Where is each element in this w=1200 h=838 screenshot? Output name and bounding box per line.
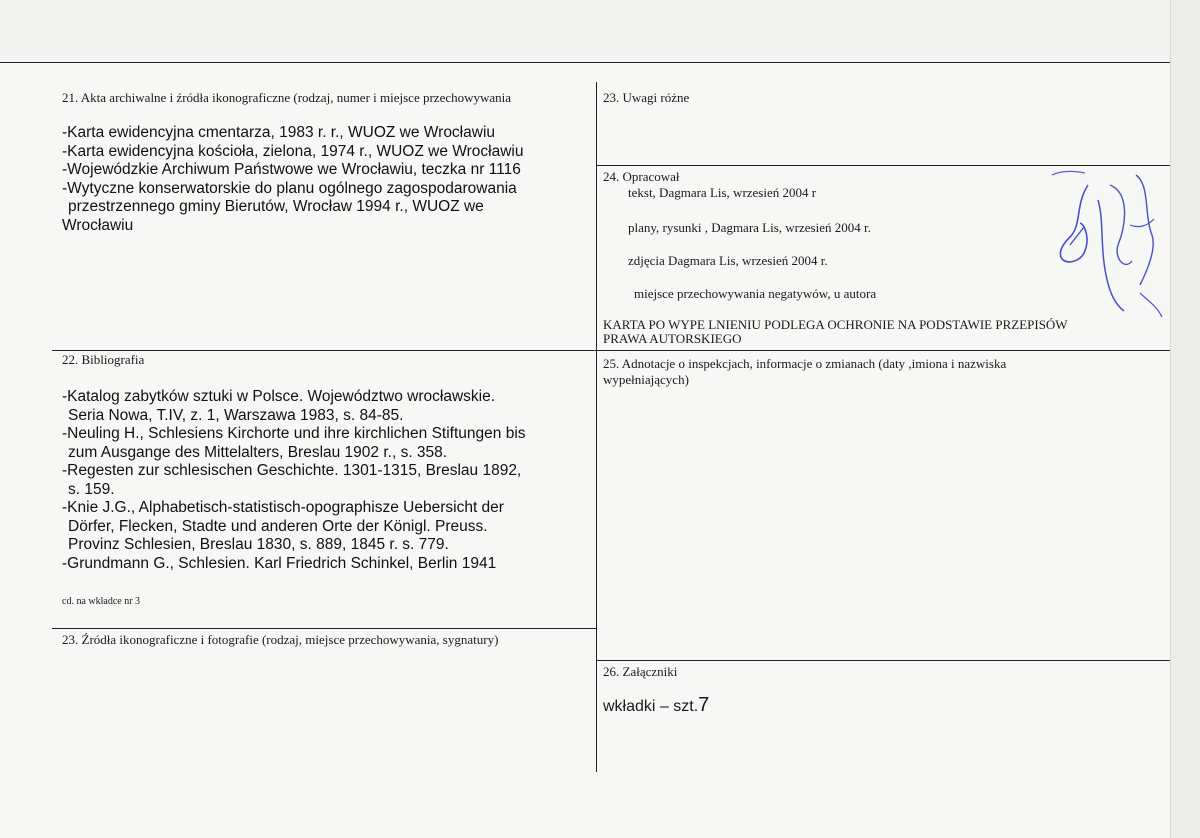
- section-21-line: przestrzennego gminy Bierutów, Wrocław 1994 r., WUOZ we: [68, 198, 484, 215]
- author-photos-credit: zdjęcia Dagmara Lis, wrzesień 2004 r.: [628, 253, 828, 268]
- section-26-heading: 26. Załączniki: [603, 664, 678, 679]
- section-21-line: -Karta ewidencyjna kościoła, zielona, 1974 r., WUOZ we Wrocławiu: [62, 142, 524, 160]
- author-drawings-credit: plany, rysunki , Dagmara Lis, wrzesień 2004 r.: [628, 220, 871, 235]
- bibliography-line: -Grundmann G., Schlesien. Karl Friedrich Schinkel, Berlin 1941: [62, 554, 497, 572]
- section-25-heading: 25. Adnotacje o inspekcjach, informacje o zmianach (daty ,imiona i nazwiska: [603, 356, 1007, 371]
- section-21-line: -Karta ewidencyjna cmentarza, 1983 r. r., WUOZ we Wrocławiu: [62, 124, 496, 141]
- bibliography-line: -Katalog zabytków sztuki w Polsce. Województwo wrocławskie.: [62, 388, 496, 405]
- bibliography-line: -Knie J.G., Alphabetisch-statistisch-opographisze Uebersicht der: [62, 499, 504, 516]
- copyright-notice-line: PRAWA AUTORSKIEGO: [603, 331, 742, 346]
- attachments-label: wkładki – szt.: [603, 698, 699, 715]
- page-top-margin: [0, 0, 1200, 62]
- section-21-line: -Wojewódzkie Archiwum Państwowe we Wrocławiu, teczka nr 1116: [62, 161, 521, 178]
- divider-22-23b: [52, 628, 596, 629]
- section-25-heading-cont: wypełniających): [603, 372, 689, 387]
- author-text-credit: tekst, Dagmara Lis, wrzesień 2004 r: [628, 185, 817, 200]
- continuation-note: cd. na wkładce nr 3: [62, 596, 141, 607]
- section-23-heading: 23. Uwagi różne: [603, 90, 690, 105]
- divider-21-22: [52, 350, 1170, 351]
- section-23b-heading: 23. Źródła ikonograficzne i fotografie (rodzaj, miejsce przechowywania, sygnatury): [62, 632, 499, 647]
- section-21-content: [62, 124, 523, 235]
- section-22-content: [62, 388, 526, 573]
- section-21-line: Wrocławiu: [62, 216, 134, 234]
- negatives-location: miejsce przechowywania negatywów, u autora: [634, 286, 877, 301]
- attachments-count: 7: [698, 694, 710, 716]
- bibliography-line: -Neuling H., Schlesiens Kirchorte und ihre kirchlichen Stiftungen bis: [62, 425, 526, 442]
- bibliography-line: zum Ausgange des Mittelalters, Breslau 1902 r., s. 358.: [68, 443, 448, 461]
- center-divider-line: [596, 82, 597, 772]
- bibliography-line: Dörfer, Flecken, Stadte und anderen Orte der Königl. Preuss.: [68, 517, 488, 535]
- section-22-heading: 22. Bibliografia: [62, 352, 145, 367]
- bibliography-line: s. 159.: [68, 480, 115, 498]
- handwritten-signature: [1040, 165, 1170, 325]
- top-border-line: [0, 62, 1170, 63]
- bibliography-line: Seria Nowa, T.IV, z. 1, Warszawa 1983, s. 84-85.: [68, 406, 404, 424]
- section-21-heading: 21. Akta archiwalne i źródła ikonograficzne (rodzaj, numer i miejsce przechowywania: [62, 90, 512, 105]
- divider-25-26: [596, 660, 1170, 661]
- section-24-heading: 24. Opracował: [603, 169, 680, 184]
- bibliography-line: -Regesten zur schlesischen Geschichte. 1301-1315, Breslau 1892,: [62, 462, 522, 479]
- bibliography-line: Provinz Schlesien, Breslau 1830, s. 889, 1845 r. s. 779.: [68, 536, 449, 553]
- attachments-value: [603, 694, 709, 717]
- copyright-notice-line: KARTA PO WYPE LNIENIU PODLEGA OCHRONIE NA PODSTAWIE PRZEPISÓW: [603, 317, 1068, 332]
- section-21-line: -Wytyczne konserwatorskie do planu ogólnego zagospodarowania: [62, 179, 517, 197]
- page-right-edge: [1170, 0, 1200, 838]
- copyright-notice: [603, 318, 1068, 346]
